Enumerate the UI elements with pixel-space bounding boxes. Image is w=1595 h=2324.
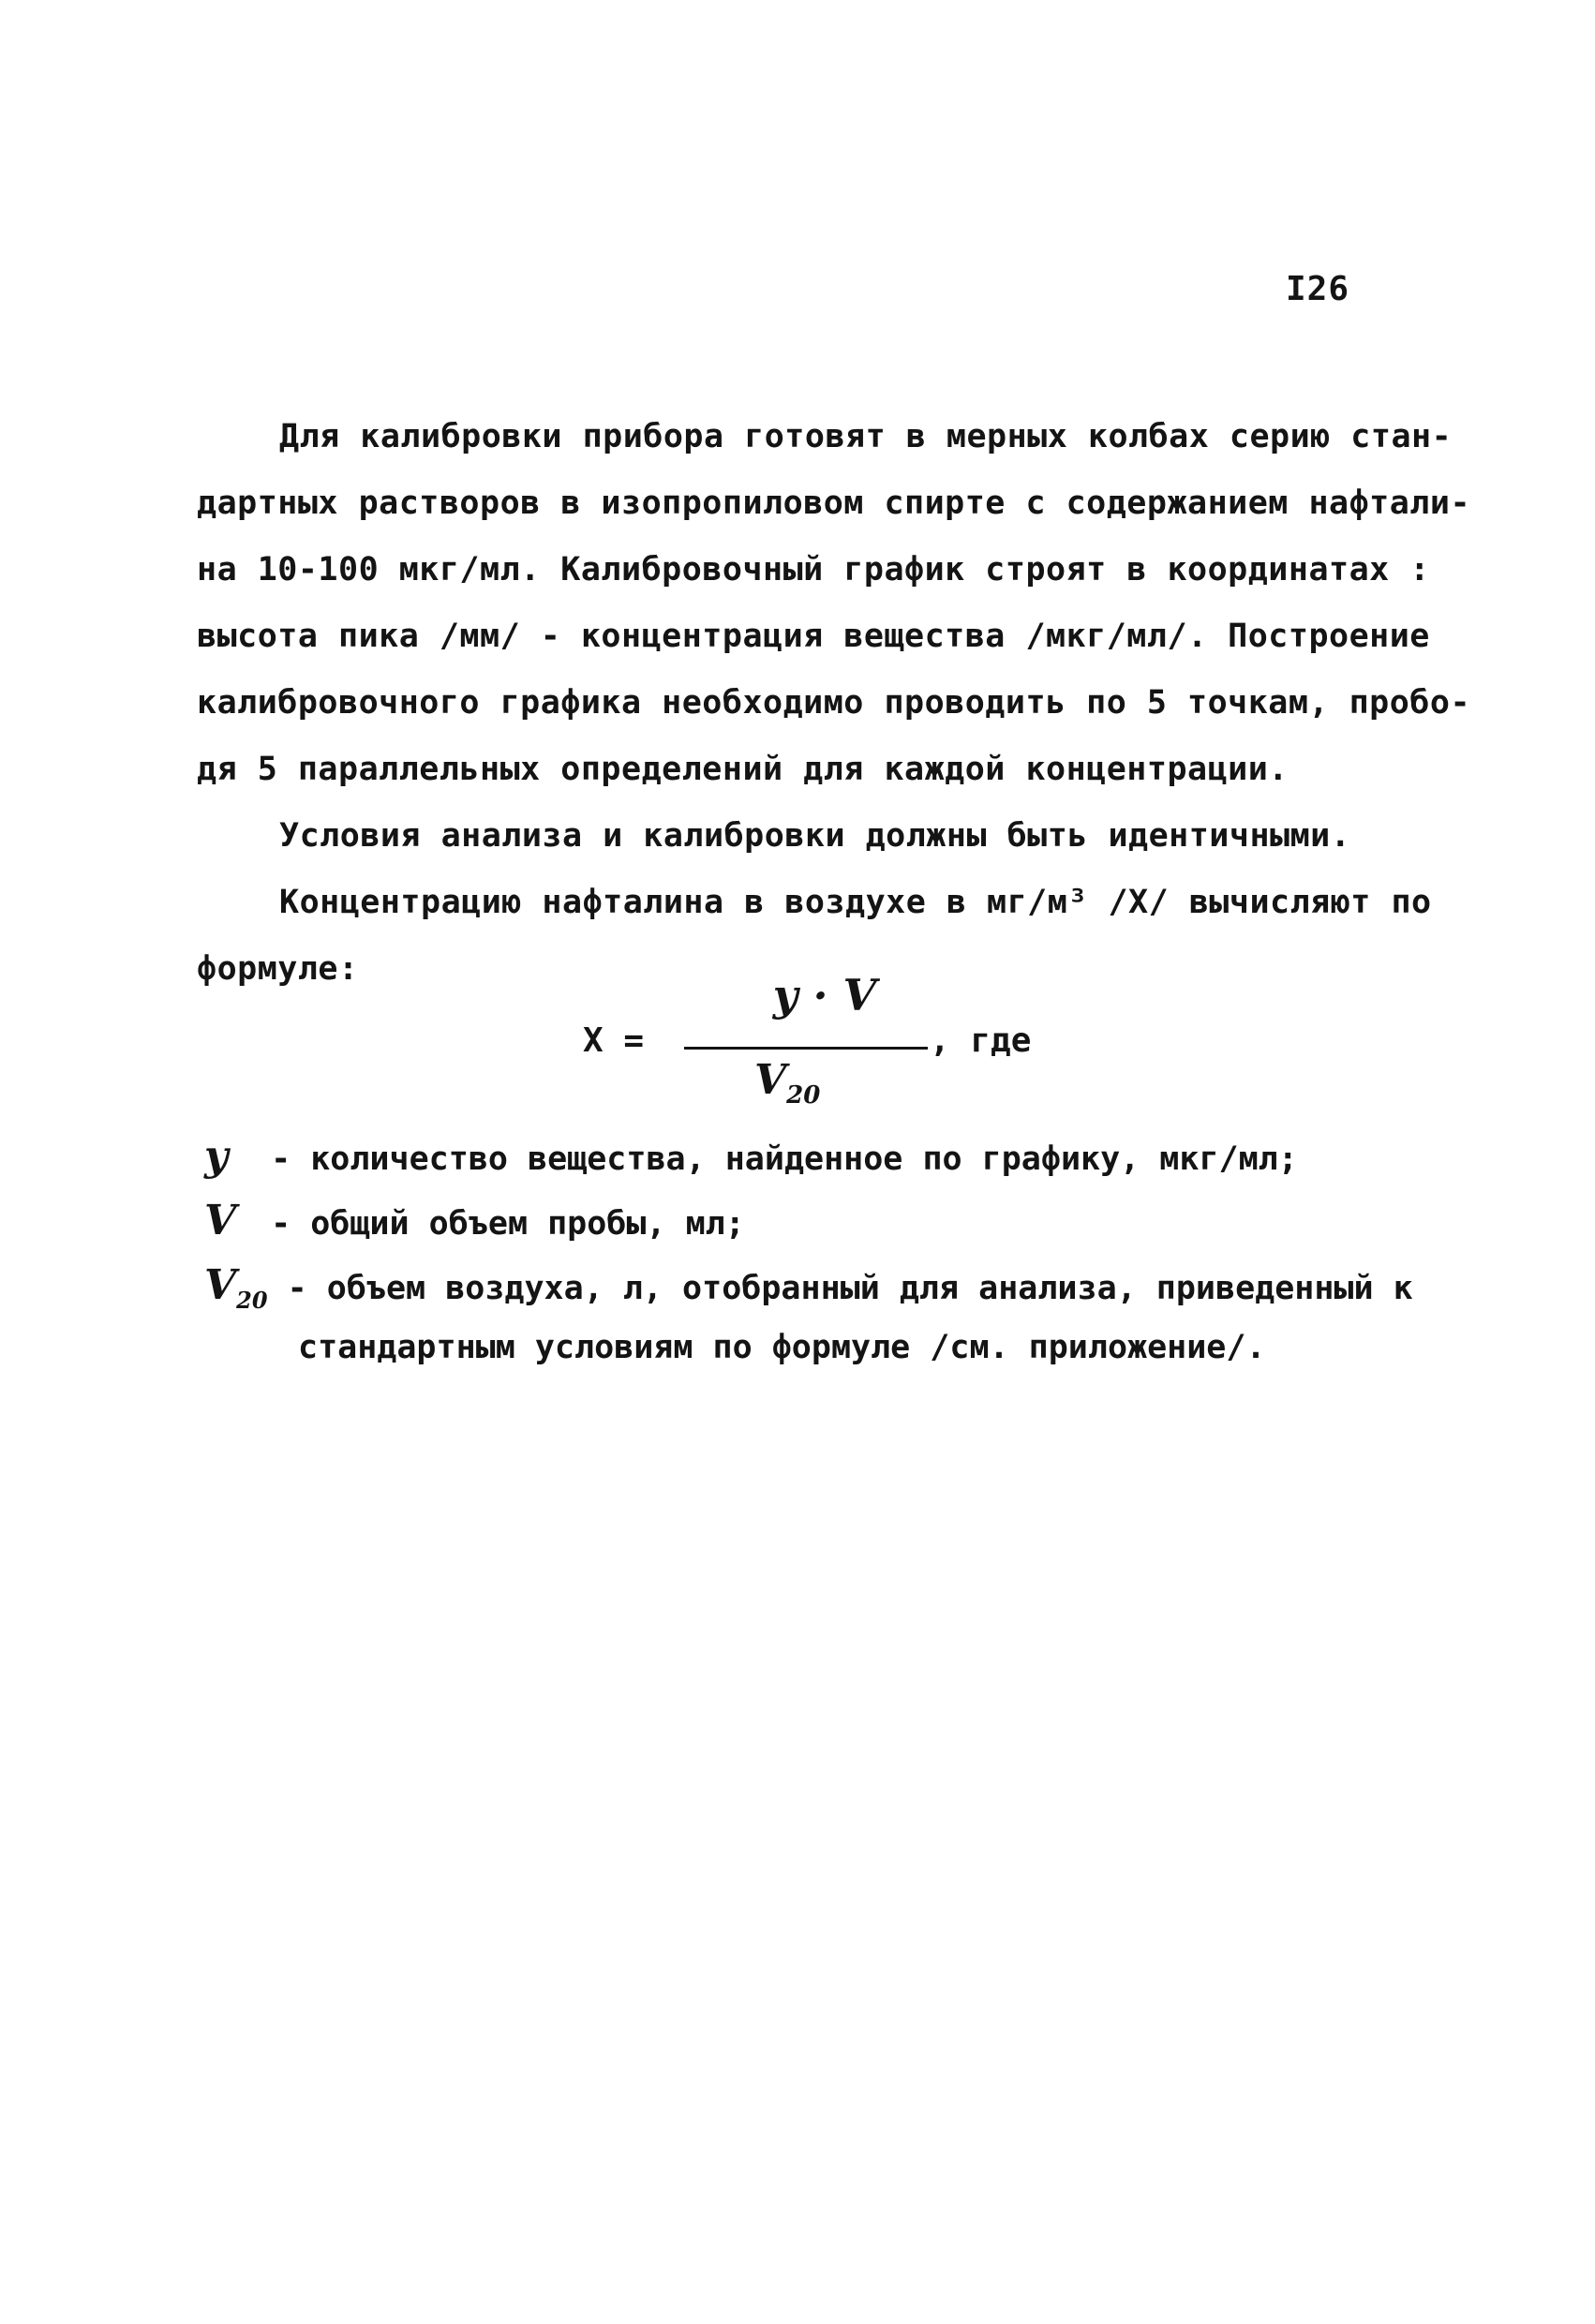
- paragraph-line-1: Для калибровки прибора готовят в мерных колбах серию стан-: [279, 418, 1453, 455]
- definition-continuation: стандартным условиям по формуле /см. приложение/.: [298, 1329, 1266, 1366]
- definition-symbol: V: [204, 1197, 237, 1244]
- definition-text: - количество вещества, найденное по графику, мкг/мл;: [271, 1140, 1298, 1178]
- formula-lhs: X =: [583, 1021, 645, 1060]
- paragraph-line-7: Условия анализа и калибровки должны быть идентичными.: [279, 817, 1351, 855]
- page-number: I26: [1286, 270, 1350, 308]
- definition-v: [204, 1197, 745, 1244]
- fraction-bar: [684, 1047, 928, 1050]
- definition-symbol: [204, 1261, 268, 1314]
- definition-text: - объем воздуха, л, отобранный для анализа, приведенный к: [287, 1270, 1413, 1307]
- formula: [562, 970, 1050, 1120]
- paragraph-line-8: Концентрацию нафталина в воздухе в мг/м³ /Х/ вычисляют по: [279, 884, 1432, 921]
- formula-denominator-sub: 20: [786, 1080, 821, 1110]
- definition-symbol: y: [204, 1132, 229, 1180]
- paragraph-line-5: калибровочного графика необходимо проводить по 5 точкам, пробо-: [197, 684, 1471, 722]
- paragraph-line-6: дя 5 параллельных определений для каждой концентрации.: [197, 751, 1289, 788]
- definition-y: [204, 1132, 1298, 1180]
- definition-symbol-base: V: [204, 1261, 237, 1309]
- paragraph-line-2: дартных растворов в изопропиловом спирте с содержанием нафтали-: [197, 484, 1471, 522]
- definition-text: - общий объем пробы, мл;: [271, 1205, 745, 1243]
- paragraph-line-3: на 10-100 мкг/мл. Калибровочный график строят в координатах :: [197, 551, 1430, 588]
- formula-tail: , где: [930, 1021, 1032, 1060]
- paragraph-line-4: высота пика /мм/ - концентрация вещества /мкг/мл/. Построение: [197, 618, 1430, 655]
- definition-symbol-sub: 20: [236, 1286, 268, 1314]
- paragraph-line-9: формуле:: [197, 950, 359, 988]
- formula-denominator: [754, 1056, 820, 1110]
- formula-numerator: y · V: [772, 970, 877, 1020]
- definition-v20: [204, 1261, 1413, 1314]
- formula-denominator-base: V: [754, 1056, 787, 1104]
